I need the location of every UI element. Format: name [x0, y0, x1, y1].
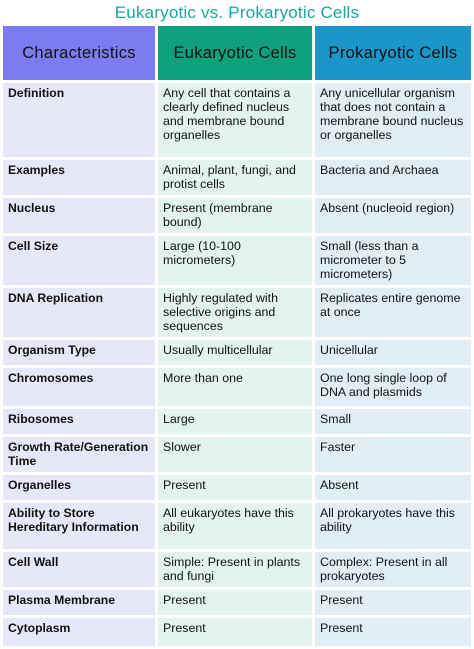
table-row: [3, 368, 471, 406]
table-row: [3, 409, 471, 434]
prokaryotic-cell: Small: [315, 409, 471, 434]
characteristic-cell: Ribosomes: [3, 409, 155, 434]
eukaryotic-cell: Slower: [158, 437, 312, 472]
prokaryotic-cell: Small (less than a micrometer to 5 micrometers): [315, 236, 471, 285]
table-row: [3, 552, 471, 587]
header-row: [3, 26, 471, 80]
prokaryotic-cell: Present: [315, 590, 471, 615]
table-row: [3, 590, 471, 615]
characteristic-cell: Nucleus: [3, 198, 155, 233]
characteristic-cell: Growth Rate/Generation Time: [3, 437, 155, 472]
characteristic-cell: Plasma Membrane: [3, 590, 155, 615]
eukaryotic-cell: Large (10-100 micrometers): [158, 236, 312, 285]
table-row: [3, 340, 471, 365]
prokaryotic-cell: Bacteria and Archaea: [315, 160, 471, 195]
characteristic-cell: Cell Size: [3, 236, 155, 285]
comparison-table: [0, 23, 474, 649]
prokaryotic-cell: Any unicellular organism that does not contain a membrane bound nucleus or organelles: [315, 83, 471, 157]
table-row: [3, 503, 471, 549]
eukaryotic-cell: Present: [158, 590, 312, 615]
characteristic-cell: Cell Wall: [3, 552, 155, 587]
characteristic-cell: Cytoplasm: [3, 618, 155, 646]
eukaryotic-cell: Animal, plant, fungi, and protist cells: [158, 160, 312, 195]
eukaryotic-cell: Large: [158, 409, 312, 434]
table-row: [3, 160, 471, 195]
prokaryotic-cell: Complex: Present in all prokaryotes: [315, 552, 471, 587]
eukaryotic-cell: Usually multicellular: [158, 340, 312, 365]
table-row: [3, 618, 471, 646]
prokaryotic-cell: Present: [315, 618, 471, 646]
table-row: [3, 198, 471, 233]
eukaryotic-cell: Present (membrane bound): [158, 198, 312, 233]
eukaryotic-cell: Highly regulated with selective origins and sequences: [158, 288, 312, 337]
prokaryotic-cell: Faster: [315, 437, 471, 472]
eukaryotic-cell: All eukaryotes have this ability: [158, 503, 312, 549]
eukaryotic-cell: More than one: [158, 368, 312, 406]
eukaryotic-cell: Present: [158, 475, 312, 500]
prokaryotic-cell: Replicates entire genome at once: [315, 288, 471, 337]
table-row: [3, 437, 471, 472]
characteristic-cell: Definition: [3, 83, 155, 157]
prokaryotic-cell: All prokaryotes have this ability: [315, 503, 471, 549]
page-title: Eukaryotic vs. Prokaryotic Cells: [114, 3, 360, 22]
table-row: [3, 475, 471, 500]
prokaryotic-cell: One long single loop of DNA and plasmids: [315, 368, 471, 406]
characteristic-cell: Ability to Store Hereditary Information: [3, 503, 155, 549]
table-row: [3, 288, 471, 337]
eukaryotic-cell: Simple: Present in plants and fungi: [158, 552, 312, 587]
table-row: [3, 83, 471, 157]
characteristic-cell: Organelles: [3, 475, 155, 500]
eukaryotic-cell: Any cell that contains a clearly defined nucleus and membrane bound organelles: [158, 83, 312, 157]
header-characteristics: Characteristics: [3, 26, 155, 80]
header-prokaryotic: Prokaryotic Cells: [315, 26, 471, 80]
eukaryotic-cell: Present: [158, 618, 312, 646]
characteristic-cell: DNA Replication: [3, 288, 155, 337]
characteristic-cell: Chromosomes: [3, 368, 155, 406]
characteristic-cell: Examples: [3, 160, 155, 195]
table-row: [3, 236, 471, 285]
prokaryotic-cell: Absent: [315, 475, 471, 500]
prokaryotic-cell: Unicellular: [315, 340, 471, 365]
table-body: [3, 83, 471, 646]
characteristic-cell: Organism Type: [3, 340, 155, 365]
header-eukaryotic: Eukaryotic Cells: [158, 26, 312, 80]
prokaryotic-cell: Absent (nucleoid region): [315, 198, 471, 233]
